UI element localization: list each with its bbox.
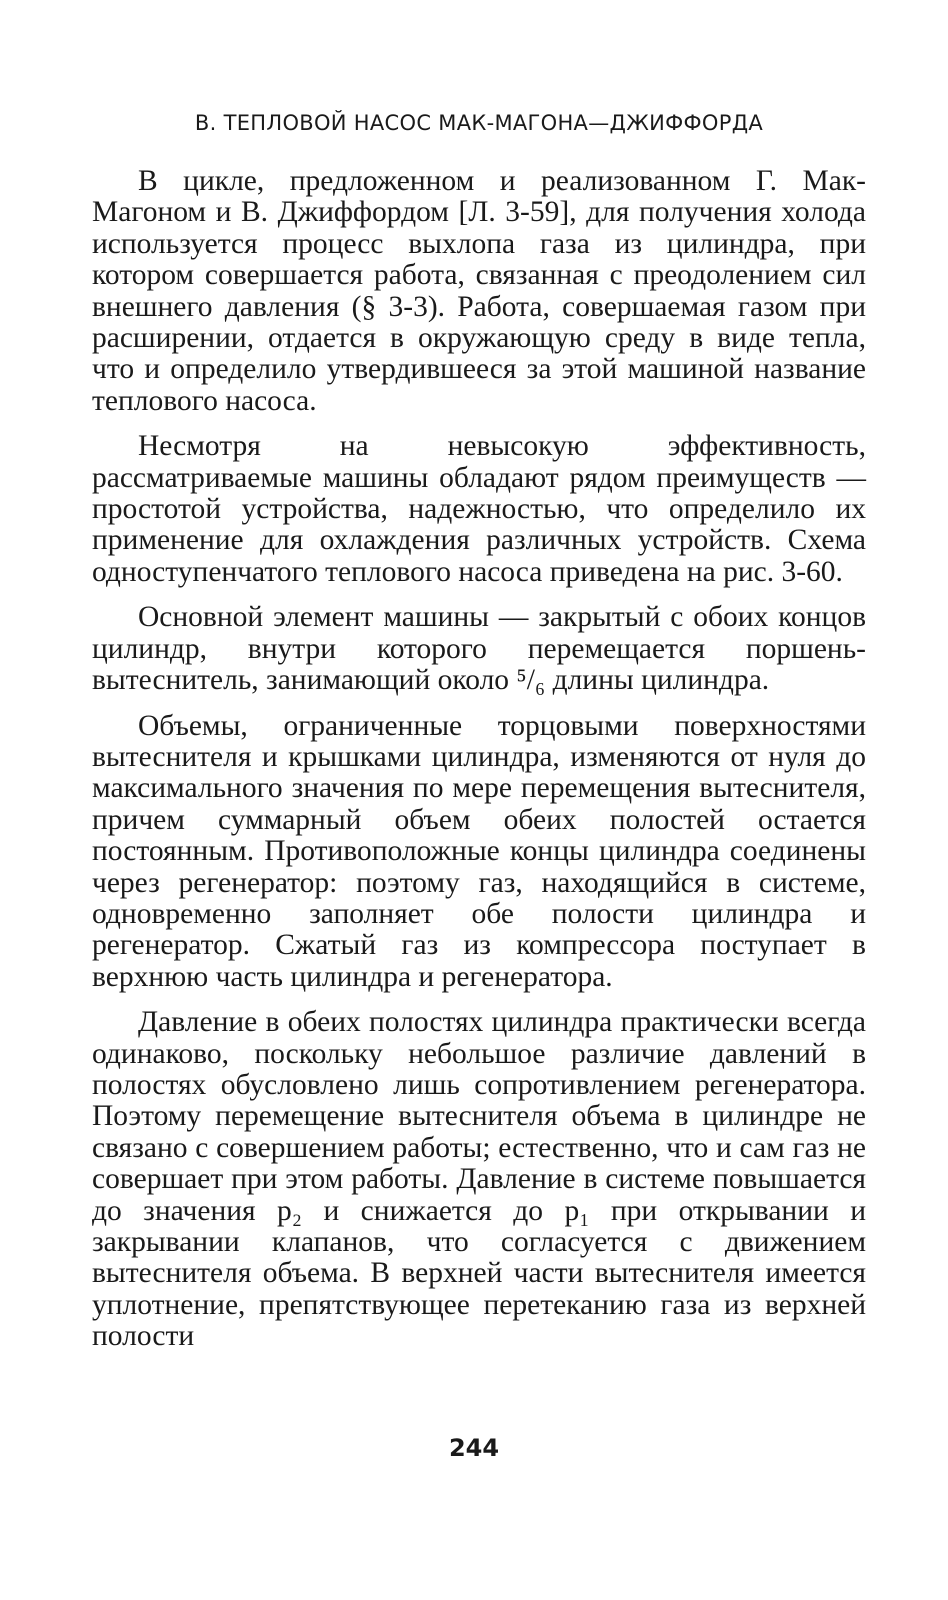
paragraph-4: Объемы, ограниченные торцовыми поверхностями вытеснителя и крышками цилиндра, изменяются от нуля до максимального значения по мере перемещения вытеснителя, причем суммарный объем обеих полостей остается постоянным. Противоположные концы цилиндра соединены через регенератор: поэтому газ, находящийся в системе, одновременно заполняет обе полости цилиндра и регенератор. Сжатый газ из компрессора поступает в верхнюю часть цилиндра и регенератора.	[92, 709, 866, 993]
paragraph-3: Основной элемент машины — закрытый с обоих концов цилиндр, внутри которого перемещается поршень-вытеснитель, занимающий около ⁵/₆ длины цилиндра.	[92, 601, 866, 697]
page-number: 244	[448, 1434, 500, 1462]
section-heading: В. ТЕПЛОВОЙ НАСОС МАК-МАГОНА—ДЖИФФОРДА	[194, 111, 764, 135]
page-body	[92, 108, 866, 1367]
paragraph-2: Несмотря на невысокую эффективность, рассматриваемые машины обладают рядом преимуществ — простотой устройства, надежностью, что определило их применение для охлаждения различных устройств. Схема одноступенчатого теплового насоса приведена на рис. 3-60.	[92, 430, 866, 588]
paragraph-5: Давление в обеих полостях цилиндра практически всегда одинаково, поскольку небольшое различие давлений в полостях обусловлено лишь сопротивлением регенератора. Поэтому перемещение вытеснителя объема в цилиндре не связано с совершением работы; естественно, что и сам газ не совершает при этом работы. Давление в системе повышается до значения p₂ и снижается до p₁ при открывании и закрывании клапанов, что согласуется с движением вытеснителя объема. В верхней части вытеснителя имеется уплотнение, препятствующее перетеканию газа из верхней полости	[92, 1006, 866, 1353]
paragraph-1: В цикле, предложенном и реализованном Г. Мак-Магоном и В. Джиффордом [Л. 3-59], для получения холода используется процесс выхлопа газа из цилиндра, при котором совершается работа, связанная с преодолением сил внешнего давления (§ 3-3). Работа, совершаемая газом при расширении, отдается в окружающую среду в виде тепла, что и определило утвердившееся за этой машиной название теплового насоса.	[92, 165, 866, 417]
